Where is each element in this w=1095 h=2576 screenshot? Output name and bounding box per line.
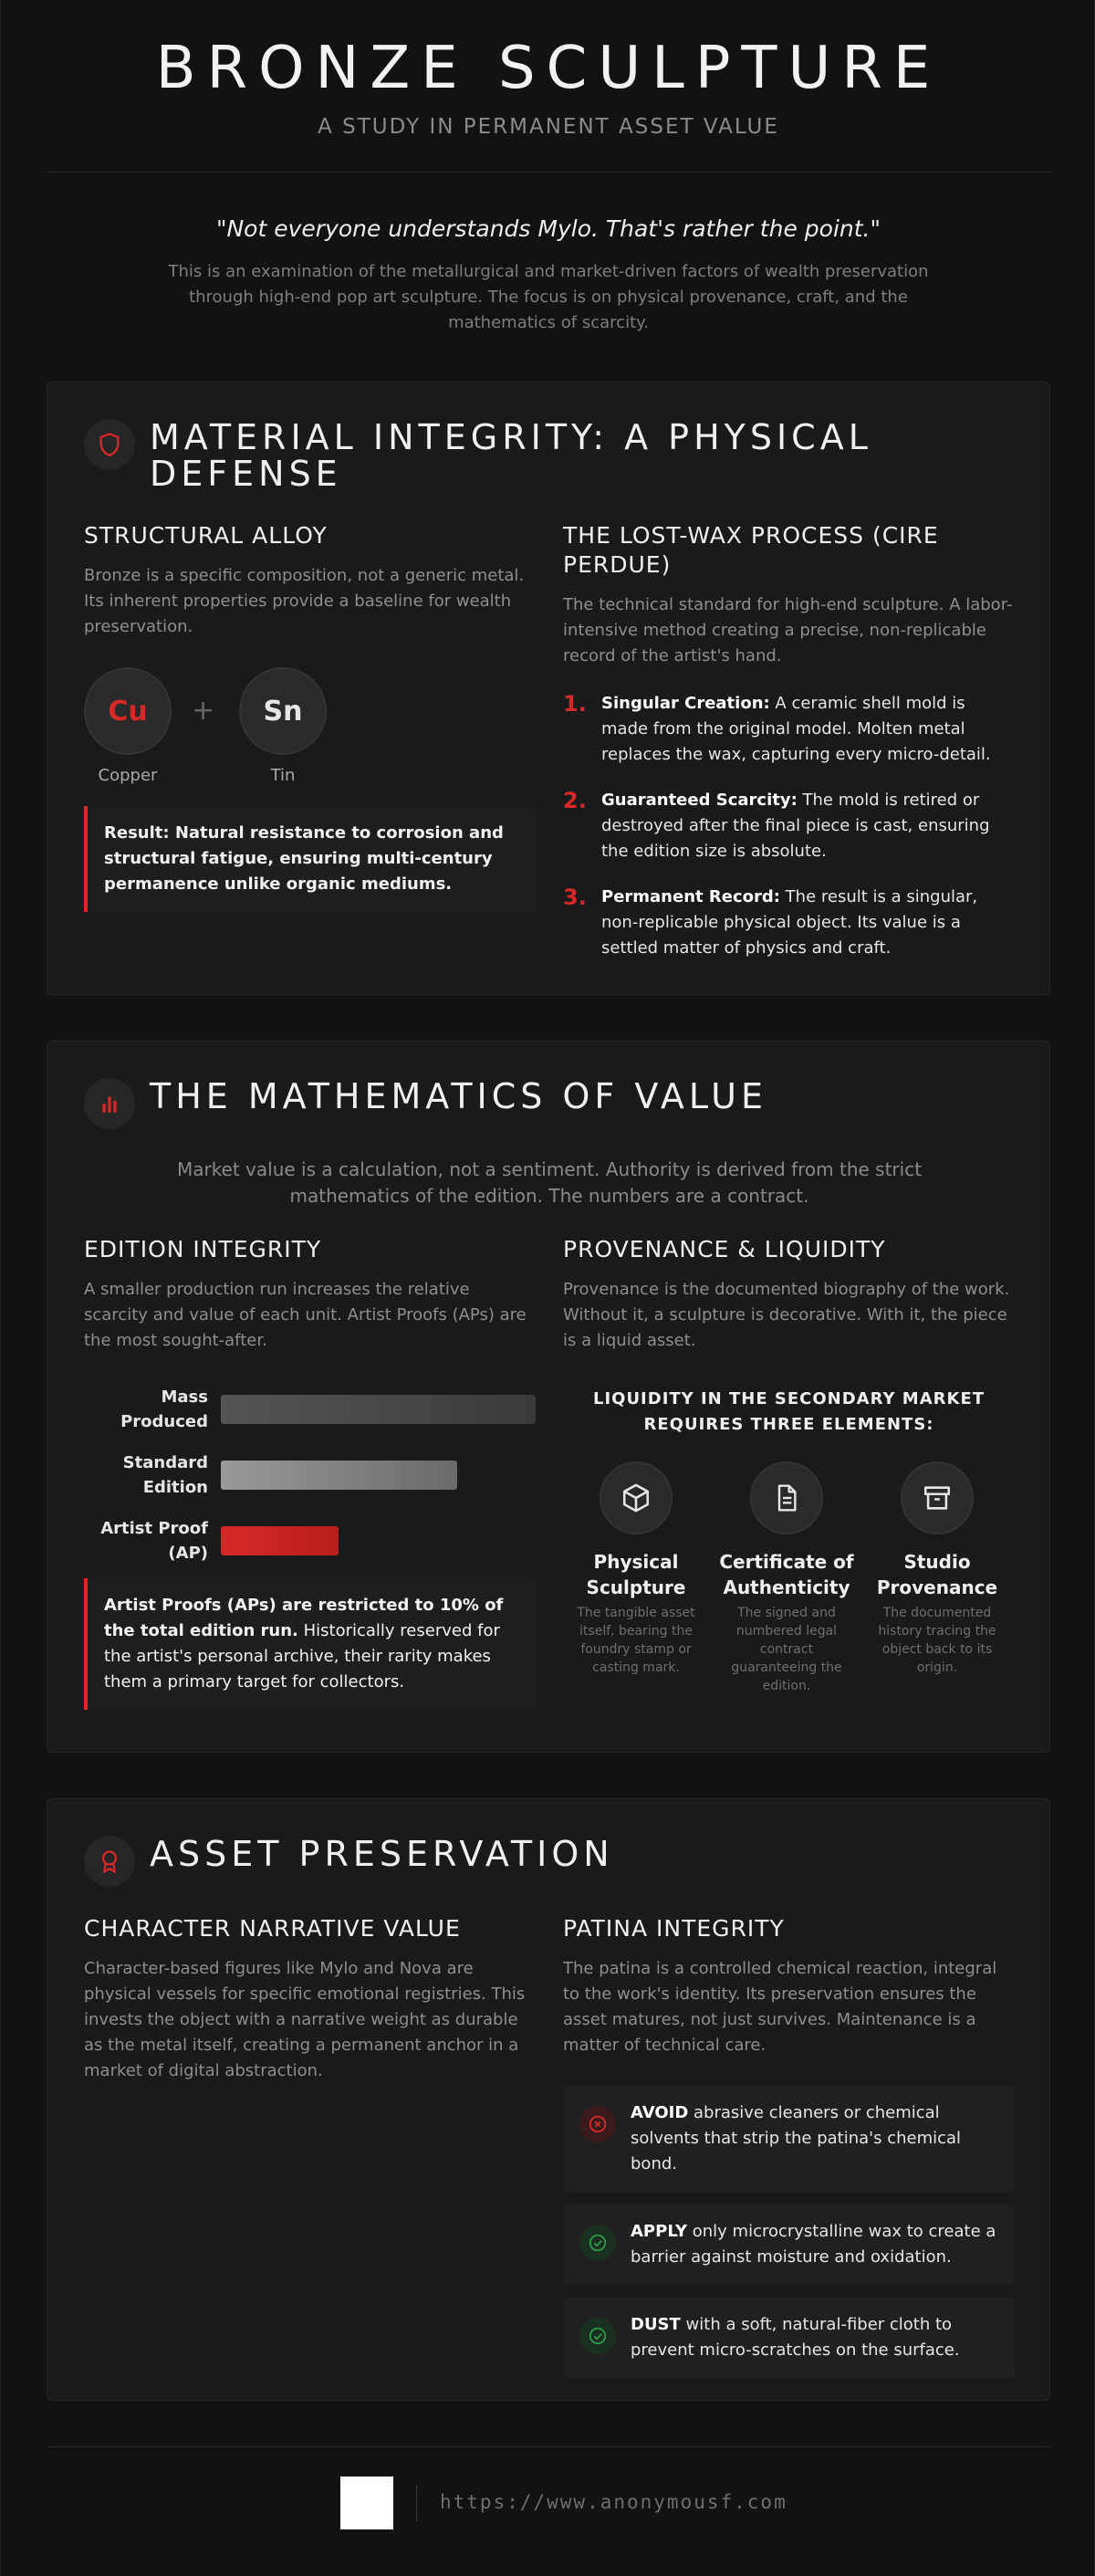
hero-quote: "Not everyone understands Mylo. That's rather the point." [215, 215, 881, 242]
care-tips [563, 2086, 1015, 2378]
bar-fill [221, 1526, 339, 1555]
step-description: The result is a singular, non-replicable physical object. Its value is a settled matter of physics and craft. [601, 887, 978, 958]
card-lead: Market value is a calculation, not a sentiment. Authority is derived from the strict mathematics of the edition. The numbers are a contract. [176, 1158, 923, 1207]
section-text: The patina is a controlled chemical reaction, integral to the work's identity. Its preservation ensures the asset matures, not just survives. Maintenance is a matter of technical care. [563, 1959, 997, 2055]
step-description: The mold is retired or destroyed after the final piece is cast, ensuring the edition size is absolute. [601, 791, 990, 861]
archive-icon [901, 1461, 974, 1534]
alloy-elements [84, 667, 536, 786]
liquidity-desc: The signed and numbered legal contract guaranteeing the edition. [731, 1606, 842, 1693]
edition-bars [84, 1381, 536, 1569]
check-circle-icon [579, 2225, 616, 2261]
section-text: The technical standard for high-end sculpture. A labor-intensive method creating a precise, non-replicable record of the artist's hand. [563, 595, 1013, 665]
liquidity-item [864, 1461, 1010, 1677]
liquidity-desc: The tangible asset itself, bearing the foundry stamp or casting mark. [577, 1606, 695, 1675]
list-item [563, 788, 1015, 864]
liquidity-title: Certificate of Authenticity [719, 1551, 854, 1598]
card-header [84, 1078, 971, 1129]
liquidity-elements [563, 1461, 1015, 1699]
step-number: 2. [563, 788, 587, 813]
liquidity-desc: The documented history tracing the object back to its origin. [878, 1606, 996, 1675]
element-symbol: Sn [239, 667, 327, 755]
plus-sign: + [192, 695, 215, 727]
step-number: 3. [563, 885, 587, 910]
footer-logo [340, 2477, 393, 2529]
footer-url-link[interactable]: https://www.anonymousf.com [440, 2491, 787, 2513]
narrative-column [84, 1914, 536, 2084]
process-steps [563, 691, 1015, 961]
list-item [563, 2086, 1015, 2192]
element-name: Copper [98, 766, 158, 785]
step-title: Singular Creation: [601, 694, 770, 713]
document-icon [750, 1461, 823, 1534]
result-callout [84, 806, 536, 912]
section-heading: PATINA INTEGRITY [563, 1915, 785, 1942]
list-item [563, 2204, 1015, 2285]
step-number: 1. [563, 691, 587, 717]
tip-label: APPLY [631, 2222, 688, 2241]
element-copper [84, 667, 172, 785]
check-circle-icon [579, 2318, 616, 2354]
artist-proof-callout [84, 1578, 536, 1710]
tip-label: DUST [631, 2315, 681, 2334]
section-heading: EDITION INTEGRITY [84, 1236, 322, 1262]
liquidity-title: Studio Provenance [876, 1551, 998, 1598]
liquidity-item [714, 1461, 860, 1695]
step-title: Guaranteed Scarcity: [601, 791, 798, 810]
mathematics-card [47, 1041, 1050, 1753]
tip-text: abrasive cleaners or chemical solvents that strip the patina's chemical bond. [631, 2103, 962, 2173]
element-name: Tin [270, 766, 296, 785]
bar-label: Standard Edition [122, 1453, 208, 1497]
element-tin [239, 667, 327, 785]
card-title: ASSET PRESERVATION [150, 1834, 614, 1874]
step-description: A ceramic shell mold is made from the original model. Molten metal replaces the wax, capturing every micro-detail. [601, 694, 991, 764]
tip-text: only microcrystalline wax to create a barrier against moisture and oxidation. [631, 2222, 996, 2267]
award-icon [84, 1836, 135, 1887]
card-title: MATERIAL INTEGRITY: A PHYSICAL DEFENSE [150, 417, 872, 494]
bar-label: Mass Produced [120, 1387, 208, 1431]
bar-row [84, 1513, 536, 1569]
bar-row [84, 1381, 536, 1438]
liquidity-heading: LIQUIDITY IN THE SECONDARY MARKET REQUIRES THREE ELEMENTS: [592, 1389, 986, 1434]
section-heading: CHARACTER NARRATIVE VALUE [84, 1915, 461, 1942]
shield-icon [84, 419, 135, 470]
list-item [563, 691, 1015, 768]
patina-column [563, 1914, 1015, 2391]
page-title: BRONZE SCULPTURE [155, 35, 942, 102]
step-title: Permanent Record: [601, 887, 780, 906]
card-header [84, 1836, 971, 1887]
liquidity-title: Physical Sculpture [586, 1551, 686, 1598]
footer-separator [416, 2485, 417, 2521]
bar-row [84, 1447, 536, 1503]
edition-integrity-column [84, 1235, 536, 1710]
cube-icon [600, 1461, 673, 1534]
bar-label: Artist Proof (AP) [100, 1519, 208, 1563]
list-item [563, 2298, 1015, 2378]
bar-fill [221, 1395, 536, 1424]
lost-wax-column [563, 521, 1015, 981]
card-header [84, 419, 971, 492]
section-text: Character-based figures like Mylo and Nova are physical vessels for specific emotional registries. This invests the object with a narrative weight as durable as the metal itself, creating a permanent anchor in a market of digital abstraction. [84, 1959, 526, 2080]
x-circle-icon [579, 2106, 616, 2142]
structural-alloy-column [84, 521, 536, 912]
section-heading: THE LOST-WAX PROCESS (CIRE PERDUE) [563, 522, 939, 578]
hero-intro: This is an examination of the metallurgical and market-driven factors of wealth preservation through high-end pop art sculpture. The focus is on physical provenance, craft, and the mathematics of scarcity. [168, 262, 929, 332]
footer-divider [47, 2446, 1050, 2447]
provenance-column [563, 1235, 1015, 1699]
section-heading: STRUCTURAL ALLOY [84, 522, 328, 549]
asset-preservation-card [47, 1798, 1050, 2401]
section-text: A smaller production run increases the relative scarcity and value of each unit. Artist Proofs (APs) are the most sought-after. [84, 1280, 527, 1350]
result-text: Result: Natural resistance to corrosion and structural fatigue, ensuring multi-century permanence unlike organic mediums. [104, 823, 504, 894]
element-symbol: Cu [84, 667, 172, 755]
callout-bold: Artist Proofs (APs) are restricted to 10% of the total edition run. [104, 1596, 504, 1640]
tip-text: with a soft, natural-fiber cloth to prevent micro-scratches on the surface. [631, 2315, 960, 2360]
section-heading: PROVENANCE & LIQUIDITY [563, 1236, 886, 1262]
tip-label: AVOID [631, 2103, 689, 2122]
list-item [563, 885, 1015, 961]
page-subtitle: A STUDY IN PERMANENT ASSET VALUE [318, 115, 779, 139]
divider [47, 172, 1050, 173]
card-title: THE MATHEMATICS OF VALUE [150, 1076, 767, 1116]
bar-chart-icon [84, 1078, 135, 1129]
callout-text: Historically reserved for the artist's personal archive, their rarity makes them a primary target for collectors. [104, 1621, 500, 1691]
liquidity-item [563, 1461, 709, 1677]
material-integrity-card [47, 382, 1050, 995]
bar-fill [221, 1461, 457, 1490]
section-text: Provenance is the documented biography of the work. Without it, a sculpture is decorative. With it, the piece is a liquid asset. [563, 1280, 1010, 1350]
section-text: Bronze is a specific composition, not a generic metal. Its inherent properties provide a baseline for wealth preservation. [84, 566, 525, 636]
